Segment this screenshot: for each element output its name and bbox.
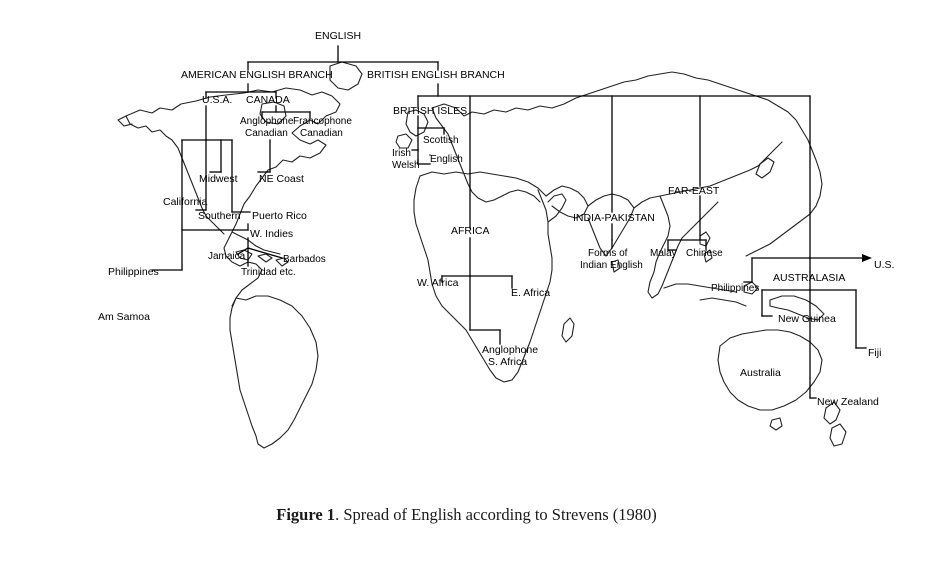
- node-label-new-guinea: New Guinea: [778, 313, 836, 325]
- node-label-canada: CANADA: [246, 94, 290, 106]
- node-label-australasia: AUSTRALASIA: [773, 272, 846, 284]
- node-label-english-sub: English: [430, 154, 463, 165]
- node-label-w-africa: W. Africa: [417, 277, 459, 289]
- node-label-far-east: FAR-EAST: [668, 185, 720, 197]
- node-label-africa: AFRICA: [451, 225, 490, 237]
- node-label-am-samoa: Am Samoa: [98, 311, 150, 323]
- figure-caption-number: Figure 1: [276, 505, 336, 524]
- node-label-california: California: [163, 196, 208, 208]
- node-label-jamaica: Jamaica: [208, 251, 246, 262]
- node-label-philippines-east: Philippines: [711, 283, 760, 294]
- node-label-southern: Southern: [198, 210, 241, 222]
- node-label-francophone-canadian: Canadian: [300, 128, 343, 139]
- node-label-british-english-branch: BRITISH ENGLISH BRANCH: [367, 69, 505, 81]
- node-label-anglophone-s-africa: Anglophone: [482, 344, 539, 356]
- node-label-midwest: Midwest: [199, 173, 238, 185]
- node-label-trinidad-etc: Trinidad etc.: [241, 267, 296, 278]
- node-label-fiji: Fiji: [868, 347, 882, 359]
- node-label-english: ENGLISH: [315, 30, 362, 42]
- figure-caption-text: . Spread of English according to Strevens (1980): [335, 505, 657, 524]
- node-label-scottish: Scottish: [423, 135, 459, 146]
- node-label-forms-of: Forms of: [588, 248, 628, 259]
- node-label-british-isles: BRITISH ISLES: [393, 105, 468, 117]
- node-label-us: U.S.: [874, 259, 895, 271]
- node-label-e-africa: E. Africa: [511, 287, 551, 299]
- node-label-american-english-branch: AMERICAN ENGLISH BRANCH: [181, 69, 333, 81]
- node-label-australia: Australia: [740, 367, 781, 379]
- node-label-malay: Malay: [650, 248, 677, 259]
- node-label-usa: U.S.A.: [202, 94, 233, 106]
- node-label-indian-english: Indian English: [580, 260, 643, 271]
- node-label-barbados: Barbados: [283, 254, 326, 265]
- node-label-puerto-rico: Puerto Rico: [252, 210, 307, 222]
- figure-caption: [0, 505, 933, 525]
- node-label-chinese: Chinese: [686, 248, 723, 259]
- node-label-philippines-west: Philippines: [108, 266, 159, 278]
- node-label-anglophone-canadian: Canadian: [245, 128, 288, 139]
- node-label-india-pakistan: INDIA-PAKISTAN: [573, 212, 655, 224]
- node-label-w-indies: W. Indies: [250, 228, 294, 240]
- node-label-francophone: Francophone: [293, 116, 352, 127]
- us-arrow-head: [862, 254, 872, 262]
- node-label-welsh: Welsh: [392, 160, 420, 171]
- node-label-irish: Irish: [392, 148, 411, 159]
- node-label-ne-coast: NE Coast: [259, 173, 304, 185]
- node-label-s-africa: S. Africa: [488, 356, 528, 368]
- node-label-anglophone: Anglophone: [240, 116, 294, 127]
- node-label-new-zealand: New Zealand: [817, 396, 879, 408]
